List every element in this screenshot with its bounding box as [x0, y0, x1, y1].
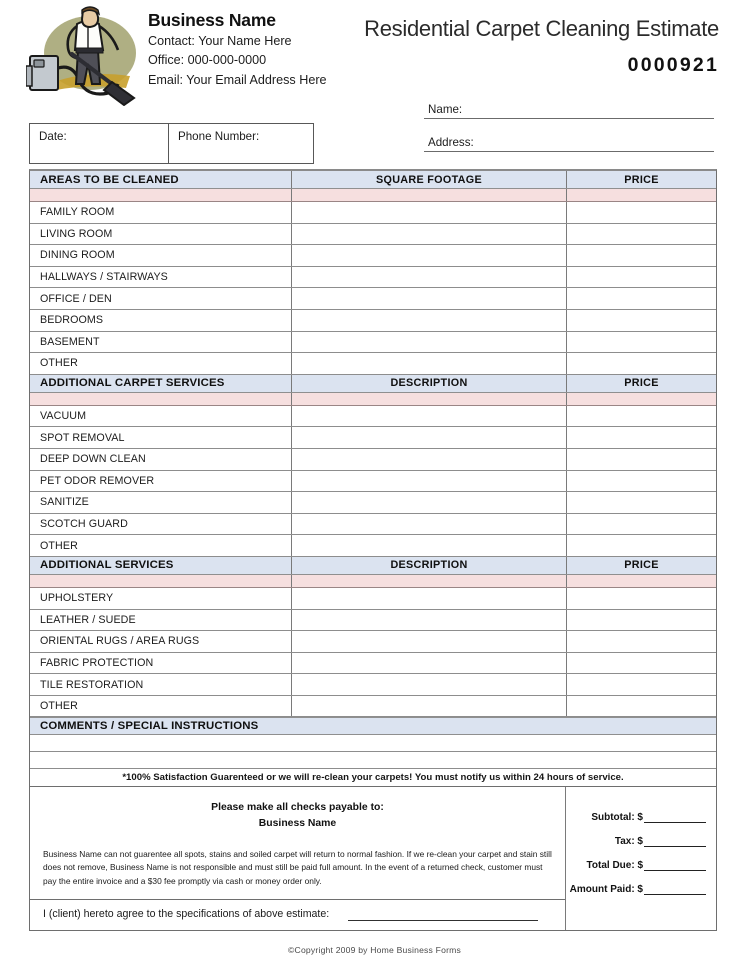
guarantee-text: *100% Satisfaction Guarenteed or we will re-clean your carpets! You must notify us within 24 hours of service. — [30, 769, 716, 787]
payable-block — [30, 800, 565, 830]
table-row — [30, 267, 716, 289]
table-row — [30, 535, 716, 557]
spacer-cell — [291, 575, 566, 587]
signature-line[interactable] — [348, 920, 538, 921]
row-sqft-input[interactable] — [291, 353, 566, 374]
row-label: FAMILY ROOM — [40, 206, 115, 219]
table-row — [30, 588, 716, 610]
row-price-input[interactable] — [566, 535, 716, 556]
row-price-input[interactable] — [566, 610, 716, 631]
section-title: ADDITIONAL CARPET SERVICES — [40, 377, 225, 390]
total-value-input[interactable] — [644, 859, 706, 871]
table-row — [30, 696, 716, 718]
row-price-input[interactable] — [566, 310, 716, 331]
section-header — [30, 171, 716, 189]
row-price-input[interactable] — [566, 427, 716, 448]
row-label: VACUUM — [40, 410, 87, 423]
copyright-text: ©Copyright 2009 by Home Business Forms — [288, 945, 461, 955]
row-label: HALLWAYS / STAIRWAYS — [40, 271, 168, 284]
table-row — [30, 224, 716, 246]
date-phone-box — [29, 123, 314, 164]
row-price-input[interactable] — [566, 674, 716, 695]
section-col3-header: PRICE — [566, 557, 716, 574]
comments-header: COMMENTS / SPECIAL INSTRUCTIONS — [30, 717, 716, 735]
row-sqft-input[interactable] — [291, 267, 566, 288]
footer-block — [30, 787, 716, 930]
row-description-input[interactable] — [291, 427, 566, 448]
row-description-input[interactable] — [291, 449, 566, 470]
customer-address-field[interactable] — [424, 129, 714, 152]
section-col2-header: SQUARE FOOTAGE — [291, 171, 566, 188]
row-label: SCOTCH GUARD — [40, 518, 128, 531]
section-col3-header: PRICE — [566, 171, 716, 188]
row-label: OFFICE / DEN — [40, 292, 112, 305]
table-row — [30, 631, 716, 653]
row-label: OTHER — [40, 357, 78, 370]
footer-left — [30, 787, 566, 930]
row-description-input[interactable] — [291, 406, 566, 427]
row-label: ORIENTAL RUGS / AREA RUGS — [40, 635, 200, 648]
totals-block — [566, 787, 716, 895]
row-price-input[interactable] — [566, 588, 716, 609]
form-number: 0000921 — [627, 54, 719, 76]
row-sqft-input[interactable] — [291, 310, 566, 331]
title-block — [289, 18, 719, 77]
row-sqft-input[interactable] — [291, 332, 566, 353]
section-header — [30, 375, 716, 393]
date-field[interactable] — [30, 124, 169, 163]
agreement-row — [30, 899, 565, 930]
total-label: Amount Paid: $ — [569, 884, 643, 896]
office-value: 000-000-0000 — [187, 53, 267, 68]
row-price-input[interactable] — [566, 245, 716, 266]
row-label: FABRIC PROTECTION — [40, 656, 154, 669]
row-price-input[interactable] — [566, 653, 716, 674]
table-row — [30, 332, 716, 354]
section-col2-header: DESCRIPTION — [291, 375, 566, 392]
table-row — [30, 471, 716, 493]
total-label: Subtotal: $ — [591, 812, 643, 824]
customer-address-label: Address: — [428, 136, 474, 149]
row-description-input[interactable] — [291, 514, 566, 535]
customer-name-field[interactable] — [424, 96, 714, 119]
row-label: BASEMENT — [40, 335, 100, 348]
total-label: Tax: $ — [614, 836, 643, 848]
row-description-input[interactable] — [291, 674, 566, 695]
total-value-input[interactable] — [644, 835, 706, 847]
row-label: OTHER — [40, 539, 78, 552]
row-label: SANITIZE — [40, 496, 89, 509]
row-price-input[interactable] — [566, 288, 716, 309]
table-row — [30, 674, 716, 696]
table-row — [30, 514, 716, 536]
row-label: LEATHER / SUEDE — [40, 613, 136, 626]
table-row — [30, 492, 716, 514]
total-row — [566, 799, 716, 823]
row-price-input[interactable] — [566, 631, 716, 652]
row-description-input[interactable] — [291, 653, 566, 674]
row-label: OTHER — [40, 700, 78, 713]
spacer-cell — [566, 189, 716, 201]
table-row — [30, 449, 716, 471]
row-sqft-input[interactable] — [291, 245, 566, 266]
section-spacer — [30, 189, 716, 202]
customer-name-label: Name: — [428, 103, 463, 116]
section-spacer — [30, 575, 716, 588]
spacer-cell — [566, 393, 716, 405]
agreement-label: I (client) hereto agree to the specifications of above estimate: — [43, 908, 330, 921]
table-row — [30, 288, 716, 310]
row-description-input[interactable] — [291, 610, 566, 631]
email-label: Email: — [148, 72, 183, 87]
phone-field[interactable] — [169, 124, 313, 163]
disclaimer-text: Business Name can not guarentee all spots, stains and soiled carpet will return to normal fashion. If we re-clean your carpet and stain still does not remove, Business Name is not responsible and must still be paid full amount. In the event of a returned check, customer must pay the entire invoice and a $30 fee promptly via cash or money order only. — [43, 848, 552, 886]
comments-line-2[interactable] — [30, 752, 716, 769]
spacer-cell — [30, 575, 291, 587]
row-description-input[interactable] — [291, 631, 566, 652]
spacer-cell — [566, 575, 716, 587]
total-label: Total Due: $ — [586, 860, 643, 872]
total-value-input[interactable] — [644, 883, 706, 895]
section-col3-header: PRICE — [566, 375, 716, 392]
row-description-input[interactable] — [291, 492, 566, 513]
row-label: SPOT REMOVAL — [40, 431, 125, 444]
table-row — [30, 310, 716, 332]
row-price-input[interactable] — [566, 353, 716, 374]
row-sqft-input[interactable] — [291, 224, 566, 245]
business-logo — [26, 6, 148, 106]
row-description-input[interactable] — [291, 471, 566, 492]
row-price-input[interactable] — [566, 202, 716, 223]
section-header — [30, 557, 716, 575]
section-title: ADDITIONAL SERVICES — [40, 559, 174, 572]
section-title: AREAS TO BE CLEANED — [40, 173, 179, 186]
table-row — [30, 653, 716, 675]
total-row — [566, 871, 716, 895]
total-row — [566, 847, 716, 871]
row-description-input[interactable] — [291, 535, 566, 556]
row-price-input[interactable] — [566, 514, 716, 535]
row-label: LIVING ROOM — [40, 227, 113, 240]
row-sqft-input[interactable] — [291, 202, 566, 223]
footer-right — [566, 787, 716, 930]
table-row — [30, 610, 716, 632]
row-price-input[interactable] — [566, 696, 716, 717]
table-row — [30, 245, 716, 267]
row-price-input[interactable] — [566, 332, 716, 353]
email-value: Your Email Address Here — [186, 72, 327, 87]
total-row — [566, 823, 716, 847]
row-label: PET ODOR REMOVER — [40, 474, 155, 487]
row-price-input[interactable] — [566, 492, 716, 513]
row-price-input[interactable] — [566, 406, 716, 427]
row-sqft-input[interactable] — [291, 288, 566, 309]
row-price-input[interactable] — [566, 449, 716, 470]
table-row — [30, 427, 716, 449]
row-description-input[interactable] — [291, 588, 566, 609]
section-spacer — [30, 393, 716, 406]
phone-label: Phone Number: — [178, 130, 260, 143]
row-price-input[interactable] — [566, 471, 716, 492]
spacer-cell — [291, 393, 566, 405]
table-row — [30, 353, 716, 375]
table-row — [30, 202, 716, 224]
row-label: DINING ROOM — [40, 249, 115, 262]
spacer-cell — [30, 393, 291, 405]
contact-value: Your Name Here — [198, 33, 292, 48]
comments-line-1[interactable] — [30, 735, 716, 752]
table-row — [30, 406, 716, 428]
row-description-input[interactable] — [291, 696, 566, 717]
section-col2-header: DESCRIPTION — [291, 557, 566, 574]
row-label: DEEP DOWN CLEAN — [40, 453, 146, 466]
row-label: TILE RESTORATION — [40, 678, 144, 691]
row-label: BEDROOMS — [40, 314, 104, 327]
spacer-cell — [30, 189, 291, 201]
office-label: Office: — [148, 53, 185, 68]
form-title: Residential Carpet Cleaning Estimate — [364, 16, 719, 41]
row-label: UPHOLSTERY — [40, 592, 114, 605]
estimate-table — [29, 169, 717, 931]
total-value-input[interactable] — [644, 811, 706, 823]
date-label: Date: — [39, 130, 67, 143]
business-name: Business Name — [148, 10, 276, 30]
payable-line-2: Business Name — [258, 817, 337, 829]
contact-label: Contact: — [148, 33, 195, 48]
spacer-cell — [291, 189, 566, 201]
row-price-input[interactable] — [566, 267, 716, 288]
payable-line-1: Please make all checks payable to: — [211, 802, 384, 814]
row-price-input[interactable] — [566, 224, 716, 245]
